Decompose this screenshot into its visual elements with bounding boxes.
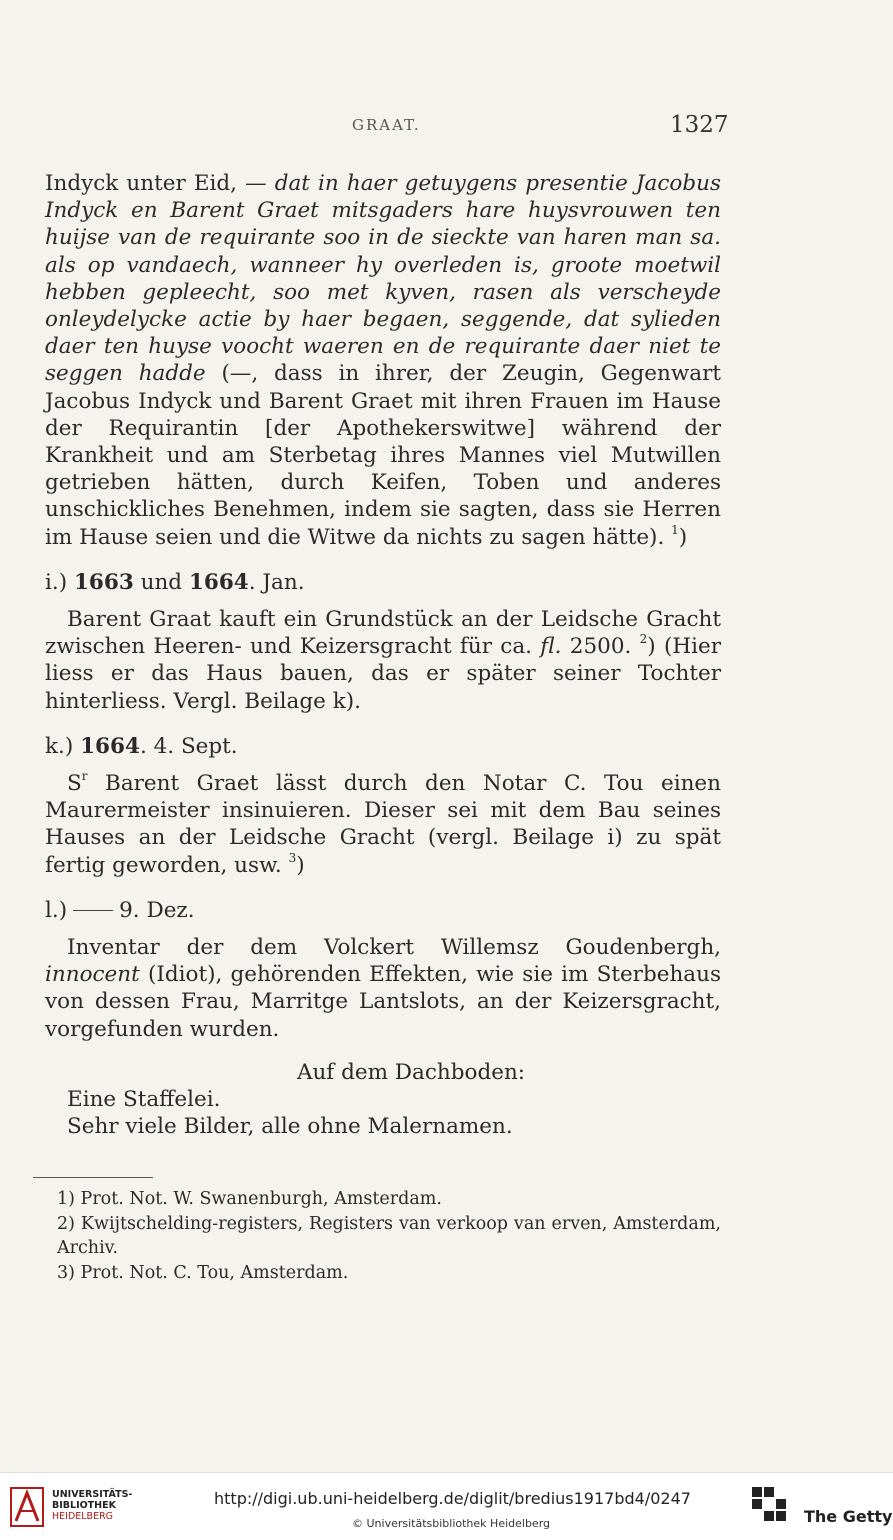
getty-name: The Getty xyxy=(804,1507,893,1526)
footnote-ref[interactable]: 3 xyxy=(288,850,297,865)
paragraph-entry-k: $S^r$ Barent Graet lässt durch den Notar C. Tou einen Maurermeister insinuieren. Dieser sei mit dem Bau seines Hauses an der Leidsche Gracht (vergl. Beilage i) zu spät fertig geworden, usw. $^3$) xyxy=(45,769,721,878)
footnote: 3) Prot. Not. C. Tou, Amsterdam. xyxy=(57,1262,349,1283)
inventory-heading: Auf dem Dachboden: xyxy=(296,1059,526,1085)
page-number: 1327 xyxy=(670,112,729,138)
ditto-dash xyxy=(73,910,113,911)
body-text xyxy=(45,170,721,1141)
permalink-url[interactable]: http://digi.ub.uni-heidelberg.de/diglit/bredius1917bd4/0247 xyxy=(214,1489,691,1508)
library-name: UNIVERSITÄTS- BIBLIOTHEK HEIDELBERG xyxy=(52,1489,133,1522)
paragraph-testimony: Indyck unter Eid, — dat in haer getuygens presentie Jacobus Indyck en Barent Graet mitsgaders hare huysvrouwen ten huijse van de requirante soo in de sieckte van haren man sa. als op vandaech, wanneer hy overleden is, groote moetwil hebben gepleecht, soo met kyven, rasen als verscheyde onleydelycke actie by haer begaen, seggende, dat sylieden daer ten huyse voocht waeren en de requirante daer niet te seggen hadde (—, dass in ihrer, der Zeugin, Gegenwart Jacobus Indyck und Barent Graet mit ihren Frauen im Hause der Requirantin [der Apothekerswitwe] während der Krankheit und am Sterbetag ihres Mannes viel Mutwillen getrieben hätten, durch Keifen, Toben und anderes unschickliches Benehmen, indem sie sagten, dass sie Herren im Hause seien und die Witwe da nichts zu sagen hätte). $^1$) xyxy=(45,171,721,550)
footnotes xyxy=(45,1187,721,1285)
copyright-notice: © Universitätsbibliothek Heidelberg xyxy=(352,1517,551,1530)
getty-logo-icon[interactable] xyxy=(750,1485,792,1529)
running-head: GRAAT. xyxy=(352,116,421,134)
footnote: 1) Prot. Not. W. Swanenburgh, Amsterdam. xyxy=(57,1189,442,1209)
paragraph-entry-l: Inventar der dem Volckert Willemsz Goudenbergh, innocent (Idiot), gehörenden Effekten, wie sie im Sterbehaus von dessen Frau, Marritge Lantslots, an der Keizersgracht, vorgefunden wurden. xyxy=(45,935,721,1042)
inventory-item: Eine Staffelei. xyxy=(67,1087,221,1113)
heidelberg-library-logo-icon[interactable] xyxy=(10,1487,44,1527)
footnote-ref[interactable]: 2 xyxy=(639,632,648,647)
inventory-item: Sehr viele Bilder, alle ohne Malernamen. xyxy=(67,1114,513,1140)
footnote-ref[interactable]: 1 xyxy=(671,522,679,537)
entry-heading-i: i.) 1663 und 1664. Jan. xyxy=(45,569,305,595)
footnote: 2) Kwijtschelding-registers, Registers van verkoop van erven, Amsterdam, Archiv. xyxy=(57,1213,721,1259)
entry-heading-l: l.) 9. Dez. xyxy=(45,897,195,923)
viewer-footer xyxy=(0,1472,893,1540)
footnote-rule xyxy=(33,1177,153,1178)
paragraph-entry-i: Barent Graat kauft ein Grundstück an der Leidsche Gracht zwischen Heeren- und Keizersgracht für ca. fl. 2500. $^2$) (Hier liess er das Haus bauen, das er später seiner Tochter hinterliess. Vergl. Beilage k). xyxy=(45,607,721,714)
entry-heading-k: k.) 1664. 4. Sept. xyxy=(45,733,238,759)
